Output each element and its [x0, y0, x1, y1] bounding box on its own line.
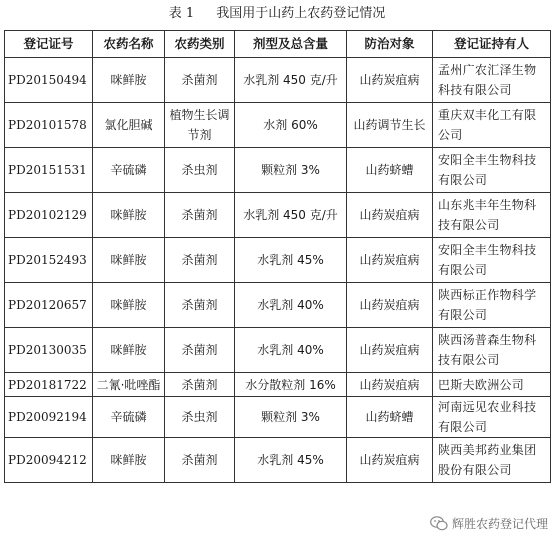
- cell-formulation: 水乳剂 450 克/升: [235, 58, 347, 103]
- cell-pesticide-name: 辛硫磷: [93, 397, 165, 438]
- cell-formulation: 水乳剂 40%: [235, 328, 347, 373]
- table-row: [5, 148, 551, 193]
- header-reg-number: 登记证号: [5, 31, 93, 58]
- cell-reg-number: PD20092194: [5, 397, 93, 438]
- cell-pesticide-category: 杀菌剂: [165, 58, 235, 103]
- cell-reg-number: PD20151531: [5, 148, 93, 193]
- watermark: [426, 513, 548, 533]
- cell-target: 山药炭疽病: [347, 283, 433, 328]
- cell-target: 山药调节生长: [347, 103, 433, 148]
- cell-pesticide-name: 咪鲜胺: [93, 193, 165, 238]
- cell-reg-number: PD20101578: [5, 103, 93, 148]
- table-row: [5, 328, 551, 373]
- cell-holder: 河南远见农业科技有限公司: [433, 397, 551, 438]
- table-row: [5, 58, 551, 103]
- cell-reg-number: PD20130035: [5, 328, 93, 373]
- header-holder: 登记证持有人: [433, 31, 551, 58]
- cell-pesticide-name: 咪鲜胺: [93, 438, 165, 483]
- cell-holder: 巴斯夫欧洲公司: [433, 373, 551, 397]
- cell-holder: 安阳全丰生物科技有限公司: [433, 238, 551, 283]
- cell-pesticide-name: 咪鲜胺: [93, 283, 165, 328]
- table-body: [5, 58, 551, 483]
- header-target: 防治对象: [347, 31, 433, 58]
- table-row: [5, 193, 551, 238]
- header-pesticide-name: 农药名称: [93, 31, 165, 58]
- cell-formulation: 水乳剂 40%: [235, 283, 347, 328]
- cell-target: 山药炭疽病: [347, 438, 433, 483]
- cell-pesticide-name: 咪鲜胺: [93, 328, 165, 373]
- cell-reg-number: PD20152493: [5, 238, 93, 283]
- cell-target: 山药蛴螬: [347, 397, 433, 438]
- cell-holder: 陕西汤普森生物科技有限公司: [433, 328, 551, 373]
- cell-pesticide-category: 杀菌剂: [165, 373, 235, 397]
- table-caption: [0, 4, 554, 24]
- cell-formulation: 水乳剂 450 克/升: [235, 193, 347, 238]
- cell-target: 山药炭疽病: [347, 193, 433, 238]
- cell-holder: 安阳全丰生物科技有限公司: [433, 148, 551, 193]
- cell-reg-number: PD20094212: [5, 438, 93, 483]
- cell-formulation: 颗粒剂 3%: [235, 148, 347, 193]
- cell-target: 山药蛴螬: [347, 148, 433, 193]
- cell-pesticide-name: 咪鲜胺: [93, 238, 165, 283]
- cell-formulation: 水剂 60%: [235, 103, 347, 148]
- table-row: [5, 397, 551, 438]
- table-row: [5, 373, 551, 397]
- cell-pesticide-category: 杀虫剂: [165, 148, 235, 193]
- header-formulation: 剂型及总含量: [235, 31, 347, 58]
- cell-target: 山药炭疽病: [347, 238, 433, 283]
- table-header-row: [5, 31, 551, 58]
- cell-holder: 山东兆丰年生物科技有限公司: [433, 193, 551, 238]
- wechat-icon: [430, 516, 448, 531]
- cell-holder: 孟州广农汇泽生物科技有限公司: [433, 58, 551, 103]
- cell-pesticide-category: 杀虫剂: [165, 397, 235, 438]
- table-row: [5, 238, 551, 283]
- cell-formulation: 颗粒剂 3%: [235, 397, 347, 438]
- table-row: [5, 103, 551, 148]
- registration-table: [4, 30, 551, 483]
- cell-pesticide-name: 咪鲜胺: [93, 58, 165, 103]
- cell-holder: 陕西标正作物科学有限公司: [433, 283, 551, 328]
- table-row: [5, 438, 551, 483]
- cell-pesticide-category: 杀菌剂: [165, 328, 235, 373]
- cell-pesticide-name: 氯化胆碱: [93, 103, 165, 148]
- cell-reg-number: PD20181722: [5, 373, 93, 397]
- cell-pesticide-category: 植物生长调节剂: [165, 103, 235, 148]
- cell-pesticide-category: 杀菌剂: [165, 238, 235, 283]
- cell-reg-number: PD20150494: [5, 58, 93, 103]
- cell-target: 山药炭疽病: [347, 373, 433, 397]
- table-row: [5, 283, 551, 328]
- cell-pesticide-name: 二氰·吡唑酯: [93, 373, 165, 397]
- caption-label: 表 1: [168, 6, 195, 21]
- cell-pesticide-name: 辛硫磷: [93, 148, 165, 193]
- cell-reg-number: PD20102129: [5, 193, 93, 238]
- cell-formulation: 水乳剂 45%: [235, 438, 347, 483]
- cell-formulation: 水乳剂 45%: [235, 238, 347, 283]
- cell-pesticide-category: 杀菌剂: [165, 438, 235, 483]
- cell-holder: 陕西美邦药业集团股份有限公司: [433, 438, 551, 483]
- cell-reg-number: PD20120657: [5, 283, 93, 328]
- cell-holder: 重庆双丰化工有限公司: [433, 103, 551, 148]
- cell-target: 山药炭疽病: [347, 58, 433, 103]
- cell-pesticide-category: 杀菌剂: [165, 193, 235, 238]
- header-pesticide-category: 农药类别: [165, 31, 235, 58]
- caption-title: 我国用于山药上农药登记情况: [216, 6, 386, 21]
- cell-pesticide-category: 杀菌剂: [165, 283, 235, 328]
- cell-formulation: 水分散粒剂 16%: [235, 373, 347, 397]
- cell-target: 山药炭疽病: [347, 328, 433, 373]
- watermark-text: 辉胜农药登记代理: [451, 516, 548, 531]
